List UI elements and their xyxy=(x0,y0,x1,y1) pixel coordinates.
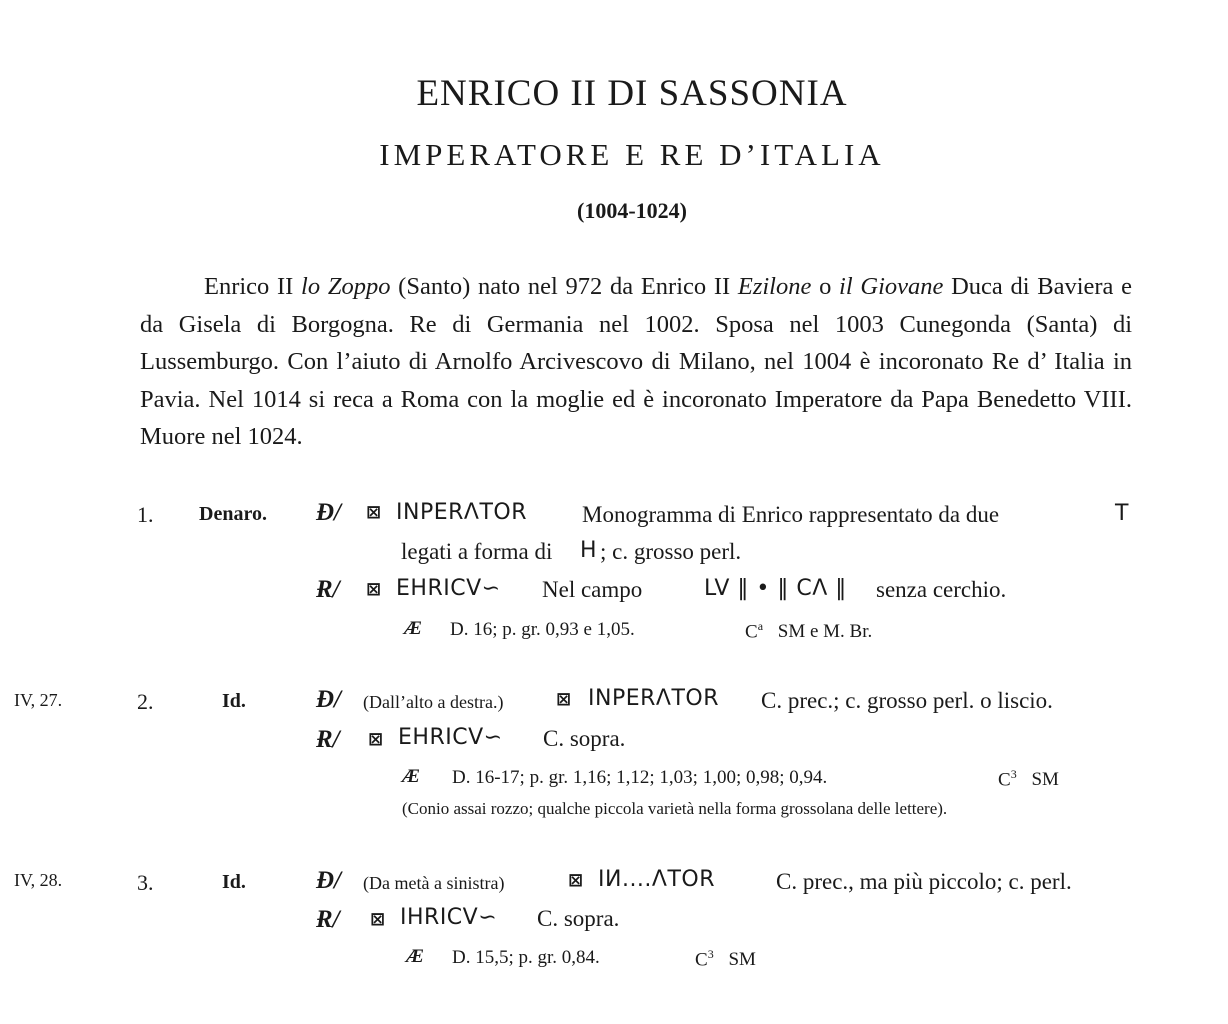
entry-number: 1. xyxy=(137,502,154,527)
reverse-description-end: senza cerchio. xyxy=(876,577,1007,602)
monogram-letter: T xyxy=(1115,501,1129,526)
reverse-symbol: Ɍ/ xyxy=(316,576,340,603)
obverse-symbol: Ɖ/ xyxy=(316,499,341,526)
entry-number: 2. xyxy=(137,689,154,714)
coin-denomination: Id. xyxy=(222,690,246,712)
reverse-legend: EHRICV∽ xyxy=(396,576,501,601)
cross-icon: ⊠ xyxy=(568,870,584,891)
reverse-field-legend: LV ‖ • ‖ CΛ ‖ xyxy=(704,576,847,601)
coin-data: D. 15,5; p. gr. 0,84. xyxy=(452,947,600,968)
reverse-legend: IHRICV∽ xyxy=(400,905,498,930)
reverse-legend: EHRICV∽ xyxy=(398,725,503,750)
plate-reference: IV, 28. xyxy=(14,870,63,890)
reign-dates: (1004-1024) xyxy=(577,198,687,223)
coin-denomination: Id. xyxy=(222,871,246,893)
intro-paragraph: Enrico II lo Zoppo (Santo) nato nel 972 da Enrico II Ezilone o il Giovane Duca di Baviera e da Gisela di Borgogna. Re di Germania nel 1002. Sposa nel 1003 Cunegonda (Santa) di Lussemburgo. Con l’aiuto di Arnolfo Arcivescovo di Milano, nel 1004 è incoronato Re d’ Italia in Pavia. Nel 1014 si reca a Roma con la moglie ed è incoronato Imperatore da Papa Benedetto VIII. Muore nel 1024. xyxy=(140,273,1133,450)
obverse-position-note: (Dall’alto a destra.) xyxy=(363,692,504,712)
reverse-description: C. sopra. xyxy=(537,906,620,931)
coin-data: D. 16-17; p. gr. 1,16; 1,12; 1,03; 1,00; 0,98; 0,94. xyxy=(452,767,828,788)
coin-denomination: Denaro. xyxy=(199,503,267,525)
cross-icon: ⊠ xyxy=(366,579,382,600)
coin-data: D. 16; p. gr. 0,93 e 1,05. xyxy=(450,619,635,640)
metal-symbol: Æ xyxy=(406,946,424,967)
collection: $C^3$ SM xyxy=(695,947,756,971)
reverse-symbol: Ɍ/ xyxy=(316,906,340,933)
entry-number: 3. xyxy=(137,870,154,895)
reverse-symbol: Ɍ/ xyxy=(316,726,340,753)
reverse-description: C. sopra. xyxy=(543,726,626,751)
coin-note: (Conio assai rozzo; qualche piccola varietà nella forma grossolana delle lettere). xyxy=(402,799,948,818)
obverse-symbol: Ɖ/ xyxy=(316,867,341,894)
obverse-description: Monogramma di Enrico rappresentato da due xyxy=(582,502,1000,527)
monogram-letter: H xyxy=(580,538,598,563)
obverse-description-cont: legati a forma di xyxy=(401,539,553,564)
metal-symbol: Æ xyxy=(404,618,422,639)
cross-icon: ⊠ xyxy=(556,689,572,710)
obverse-position-note: (Da metà a sinistra) xyxy=(363,873,505,893)
obverse-description-end: ; c. grosso perl. xyxy=(600,539,742,564)
obverse-legend: INPERΛTOR xyxy=(396,500,527,525)
obverse-symbol: Ɖ/ xyxy=(316,686,341,713)
cross-icon: ⊠ xyxy=(370,909,386,930)
collection: $C^a$ SM e M. Br. xyxy=(745,619,873,643)
reverse-description: Nel campo xyxy=(542,577,643,602)
obverse-description: C. prec., ma più piccolo; c. perl. xyxy=(776,869,1072,894)
obverse-description: C. prec.; c. grosso perl. o liscio. xyxy=(761,688,1053,713)
page-title: ENRICO II DI SASSONIA xyxy=(416,73,848,114)
obverse-legend: IИ....ΛTOR xyxy=(598,867,716,892)
plate-reference: IV, 27. xyxy=(14,690,63,710)
obverse-legend: INPERΛTOR xyxy=(588,686,719,711)
metal-symbol: Æ xyxy=(402,766,420,787)
collection: $C^3$ SM xyxy=(998,767,1059,791)
page-subtitle: IMPERATORE E RE D’ITALIA xyxy=(379,137,885,172)
cross-icon: ⊠ xyxy=(366,502,382,523)
cross-icon: ⊠ xyxy=(368,729,384,750)
